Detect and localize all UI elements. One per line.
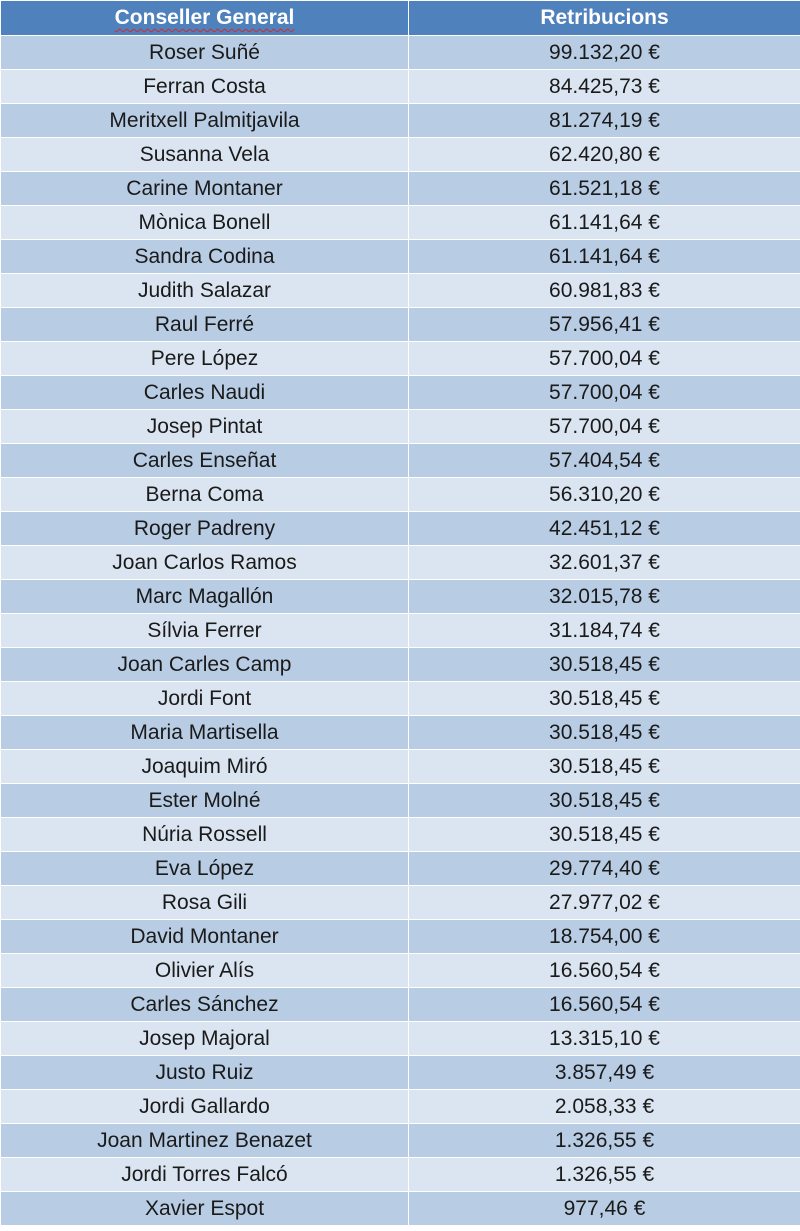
table-row — [1, 920, 800, 954]
cell-conseller-name: Marc Magallón — [1, 580, 409, 614]
table-row — [1, 750, 800, 784]
cell-conseller-name: Núria Rossell — [1, 818, 409, 852]
table-row — [1, 1022, 800, 1056]
column-header-salary-text: Retribucions — [540, 6, 669, 29]
cell-conseller-name: Jordi Torres Falcó — [1, 1158, 409, 1192]
table-row — [1, 172, 800, 206]
table-row — [1, 886, 800, 920]
cell-retribucio: 57.700,04 € — [409, 376, 800, 410]
table-row — [1, 818, 800, 852]
cell-conseller-name: David Montaner — [1, 920, 409, 954]
cell-retribucio: 84.425,73 € — [409, 70, 800, 104]
cell-conseller-name: Jordi Font — [1, 682, 409, 716]
cell-retribucio: 32.601,37 € — [409, 546, 800, 580]
table-row — [1, 852, 800, 886]
table-row — [1, 70, 800, 104]
cell-conseller-name: Rosa Gili — [1, 886, 409, 920]
cell-retribucio: 30.518,45 € — [409, 818, 800, 852]
table-row — [1, 716, 800, 750]
table-row — [1, 206, 800, 240]
cell-conseller-name: Ester Molné — [1, 784, 409, 818]
table-row — [1, 444, 800, 478]
cell-retribucio: 13.315,10 € — [409, 1022, 800, 1056]
cell-conseller-name: Berna Coma — [1, 478, 409, 512]
table-row — [1, 512, 800, 546]
cell-conseller-name: Raul Ferré — [1, 308, 409, 342]
cell-conseller-name: Xavier Espot — [1, 1192, 409, 1226]
table-row — [1, 1124, 800, 1158]
cell-retribucio: 16.560,54 € — [409, 988, 800, 1022]
table-row — [1, 240, 800, 274]
cell-retribucio: 31.184,74 € — [409, 614, 800, 648]
cell-retribucio: 81.274,19 € — [409, 104, 800, 138]
cell-retribucio: 30.518,45 € — [409, 648, 800, 682]
cell-retribucio: 27.977,02 € — [409, 886, 800, 920]
column-header-name-text: Conseller General — [114, 6, 295, 29]
cell-retribucio: 57.700,04 € — [409, 342, 800, 376]
cell-conseller-name: Carles Naudi — [1, 376, 409, 410]
cell-retribucio: 30.518,45 € — [409, 682, 800, 716]
cell-conseller-name: Josep Pintat — [1, 410, 409, 444]
cell-retribucio: 18.754,00 € — [409, 920, 800, 954]
cell-conseller-name: Sílvia Ferrer — [1, 614, 409, 648]
cell-conseller-name: Joan Martinez Benazet — [1, 1124, 409, 1158]
table-row — [1, 784, 800, 818]
cell-conseller-name: Joaquim Miró — [1, 750, 409, 784]
cell-retribucio: 32.015,78 € — [409, 580, 800, 614]
cell-conseller-name: Mònica Bonell — [1, 206, 409, 240]
cell-retribucio: 61.141,64 € — [409, 206, 800, 240]
cell-retribucio: 57.404,54 € — [409, 444, 800, 478]
cell-conseller-name: Carine Montaner — [1, 172, 409, 206]
table-row — [1, 1158, 800, 1192]
cell-conseller-name: Joan Carlos Ramos — [1, 546, 409, 580]
cell-retribucio: 57.956,41 € — [409, 308, 800, 342]
cell-retribucio: 30.518,45 € — [409, 750, 800, 784]
cell-conseller-name: Meritxell Palmitjavila — [1, 104, 409, 138]
cell-retribucio: 56.310,20 € — [409, 478, 800, 512]
cell-conseller-name: Susanna Vela — [1, 138, 409, 172]
cell-retribucio: 42.451,12 € — [409, 512, 800, 546]
cell-conseller-name: Pere López — [1, 342, 409, 376]
cell-retribucio: 1.326,55 € — [409, 1158, 800, 1192]
cell-retribucio: 61.521,18 € — [409, 172, 800, 206]
table-row — [1, 1192, 800, 1226]
table-body — [1, 36, 800, 1226]
cell-retribucio: 29.774,40 € — [409, 852, 800, 886]
table-row — [1, 648, 800, 682]
table-row — [1, 1056, 800, 1090]
cell-retribucio: 60.981,83 € — [409, 274, 800, 308]
table-row — [1, 342, 800, 376]
cell-conseller-name: Judith Salazar — [1, 274, 409, 308]
table-row — [1, 1090, 800, 1124]
table-row — [1, 546, 800, 580]
cell-conseller-name: Olivier Alís — [1, 954, 409, 988]
cell-retribucio: 16.560,54 € — [409, 954, 800, 988]
cell-conseller-name: Eva López — [1, 852, 409, 886]
table-row — [1, 376, 800, 410]
table-row — [1, 410, 800, 444]
cell-conseller-name: Justo Ruiz — [1, 1056, 409, 1090]
cell-retribucio: 977,46 € — [409, 1192, 800, 1226]
cell-conseller-name: Roser Suñé — [1, 36, 409, 70]
table-row — [1, 988, 800, 1022]
cell-retribucio: 3.857,49 € — [409, 1056, 800, 1090]
column-header-salary — [409, 1, 800, 36]
cell-retribucio: 1.326,55 € — [409, 1124, 800, 1158]
cell-conseller-name: Carles Sánchez — [1, 988, 409, 1022]
cell-conseller-name: Joan Carles Camp — [1, 648, 409, 682]
table-row — [1, 478, 800, 512]
table-row — [1, 274, 800, 308]
cell-conseller-name: Josep Majoral — [1, 1022, 409, 1056]
table-row — [1, 36, 800, 70]
cell-retribucio: 61.141,64 € — [409, 240, 800, 274]
cell-retribucio: 30.518,45 € — [409, 716, 800, 750]
cell-conseller-name: Jordi Gallardo — [1, 1090, 409, 1124]
table-row — [1, 138, 800, 172]
table-row — [1, 104, 800, 138]
column-header-name — [1, 1, 409, 36]
cell-conseller-name: Carles Enseñat — [1, 444, 409, 478]
table-header-row — [1, 1, 800, 36]
cell-retribucio: 62.420,80 € — [409, 138, 800, 172]
table-row — [1, 580, 800, 614]
cell-retribucio: 30.518,45 € — [409, 784, 800, 818]
cell-retribucio: 2.058,33 € — [409, 1090, 800, 1124]
table-row — [1, 682, 800, 716]
cell-conseller-name: Sandra Codina — [1, 240, 409, 274]
cell-conseller-name: Maria Martisella — [1, 716, 409, 750]
cell-conseller-name: Ferran Costa — [1, 70, 409, 104]
cell-conseller-name: Roger Padreny — [1, 512, 409, 546]
cell-retribucio: 57.700,04 € — [409, 410, 800, 444]
table-row — [1, 954, 800, 988]
cell-retribucio: 99.132,20 € — [409, 36, 800, 70]
table-row — [1, 614, 800, 648]
table-row — [1, 308, 800, 342]
